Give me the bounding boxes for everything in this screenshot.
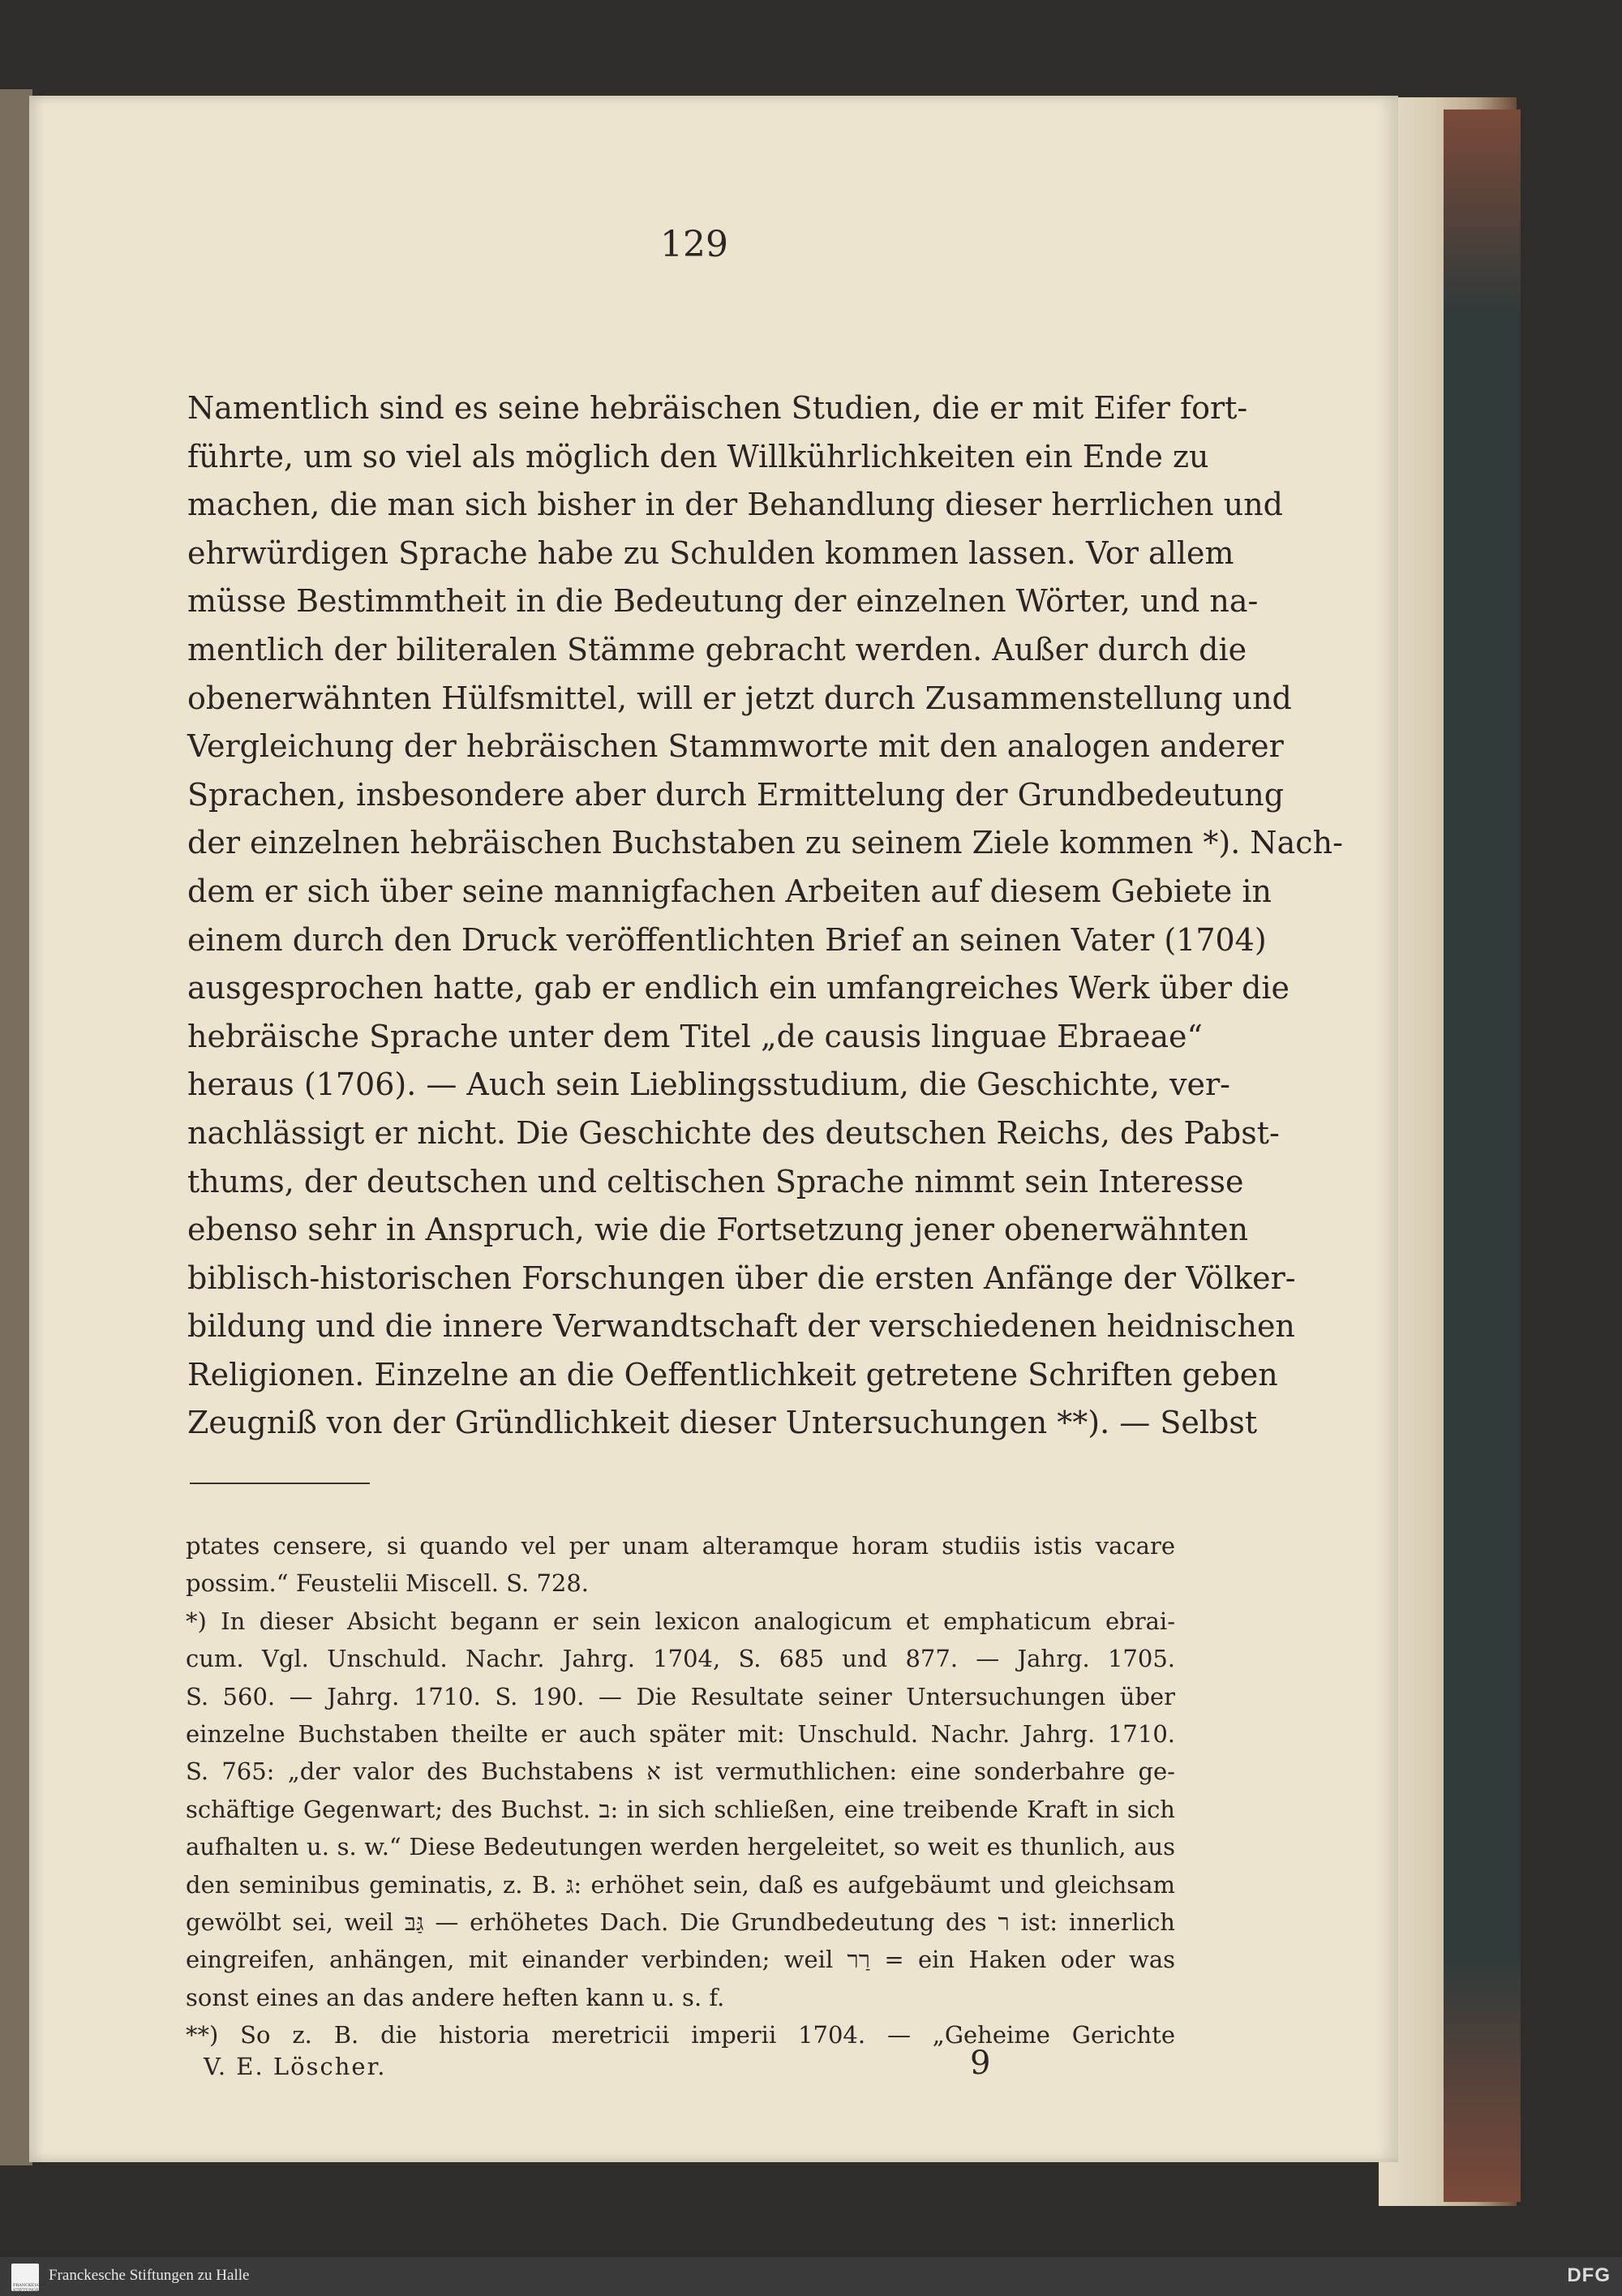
footnote-line: einzelne Buchstaben theilte er auch später mit: Unschuld. Nachr. Jahrg. 1710. (186, 1719, 1175, 1748)
footnote-line: eingreifen, anhängen, mit einander verbinden; weil רַר = ein Haken oder was (186, 1946, 1175, 1974)
book-page (29, 96, 1398, 2162)
text-line: bildung und die innere Verwandtschaft der verschiedenen heidnischen (187, 1308, 1295, 1345)
footnote-line: gewölbt sei, weil גַּבּ — erhöhetes Dach. Die Grundbedeutung des ר ist: innerlich (186, 1908, 1175, 1936)
footnote-line: S. 560. — Jahrg. 1710. S. 190. — Die Resultate seiner Untersuchungen über (186, 1682, 1175, 1710)
footnote-line: **) So z. B. die historia meretricii imperii 1704. — „Geheime Gerichte (186, 2021, 1175, 2049)
text-line: ausgesprochen hatte, gab er endlich ein umfangreiches Werk über die (187, 970, 1290, 1006)
footer-bar (0, 2257, 1622, 2296)
text-line: mentlich der biliteralen Stämme gebracht werden. Außer durch die (187, 631, 1247, 667)
institution-name[interactable]: Franckesche Stiftungen zu Halle (49, 2267, 250, 2284)
footnote-line: aufhalten u. s. w.“ Diese Bedeutungen werden hergeleitet, so weit es thunlich, aus (186, 1833, 1175, 1861)
book-cover-edge (1444, 109, 1521, 2202)
institution-logo[interactable] (11, 2264, 47, 2293)
footnote-line: cum. Vgl. Unschuld. Nachr. Jahrg. 1704, S. 685 und 877. — Jahrg. 1705. (186, 1645, 1175, 1673)
text-line: heraus (1706). — Auch sein Lieblingsstudium, die Geschichte, ver- (187, 1066, 1231, 1103)
text-line: führte, um so viel als möglich den Willkührlichkeiten ein Ende zu (187, 438, 1209, 474)
text-line: ehrwürdigen Sprache habe zu Schulden kommen lassen. Vor allem (187, 534, 1234, 571)
text-line: ebenso sehr in Anspruch, wie die Fortsetzung jener obenerwähnten (187, 1212, 1249, 1248)
text-line: thums, der deutschen und celtischen Sprache nimmt sein Interesse (187, 1163, 1244, 1199)
dfg-logo[interactable]: DFG (1567, 2264, 1611, 2286)
text-line: Sprachen, insbesondere aber durch Ermittelung der Grundbedeutung (187, 776, 1285, 813)
page-number: 129 (660, 224, 728, 265)
text-line: Vergleichung der hebräischen Stammworte mit den analogen anderer (187, 728, 1284, 765)
main-text (187, 384, 1343, 1448)
text-line: müsse Bestimmtheit in die Bedeutung der einzelnen Wörter, und na- (187, 583, 1259, 620)
text-line: einem durch den Druck veröffentlichten Brief an seinen Vater (1704) (187, 921, 1267, 958)
footnote-line: *) In dieser Absicht begann er sein lexicon analogicum et emphaticum ebrai- (186, 1607, 1175, 1635)
book-left-edge (0, 89, 32, 2165)
footnote-line: ptates censere, si quando vel per unam alteramque horam studiis istis vacare (186, 1532, 1175, 1560)
footnote-separator (190, 1483, 370, 1484)
sheet-signature-line (204, 2045, 1189, 2093)
text-line: dem er sich über seine mannigfachen Arbeiten auf diesem Gebiete in (187, 873, 1272, 909)
footnote-line: possim.“ Feustelii Miscell. S. 728. (186, 1569, 590, 1598)
institution-logo-text: FRANCKESCHE STIFTUNGEN (13, 2283, 47, 2293)
footnote-line: S. 765: „der valor des Buchstabens א ist vermuthlichen: eine sonderbahre ge- (186, 1757, 1175, 1786)
text-line: Namentlich sind es seine hebräischen Studien, die er mit Eifer fort- (187, 390, 1248, 426)
sheet-number: 9 (970, 2045, 991, 2082)
text-line: hebräische Sprache unter dem Titel „de causis linguae Ebraeae“ (187, 1018, 1203, 1054)
text-line: machen, die man sich bisher in der Behandlung dieser herrlichen und (187, 487, 1284, 523)
text-line: nachlässigt er nicht. Die Geschichte des deutschen Reichs, des Pabst- (187, 1114, 1280, 1151)
footnote-line: sonst eines an das andere heften kann u. s. f. (186, 1983, 725, 2011)
text-line: biblisch-historischen Forschungen über die ersten Anfänge der Völker- (187, 1260, 1296, 1296)
text-line: Religionen. Einzelne an die Oeffentlichkeit getretene Schriften geben (187, 1356, 1278, 1393)
text-line: Zeugniß von der Gründlichkeit dieser Untersuchungen **). — Selbst (187, 1405, 1258, 1441)
sheet-signature: V. E. Löscher. (204, 2053, 387, 2080)
footnotes (186, 1527, 1175, 2054)
text-line: obenerwähnten Hülfsmittel, will er jetzt durch Zusammenstellung und (187, 680, 1292, 716)
footnote-line: den seminibus geminatis, z. B. גּ: erhöhet sein, daß es aufgebäumt und gleichsam (186, 1870, 1175, 1899)
text-line: der einzelnen hebräischen Buchstaben zu seinem Ziele kommen *). Nach- (187, 825, 1343, 861)
footnote-line: schäftige Gegenwart; des Buchst. ב: in sich schließen, eine treibende Kraft in sich (186, 1795, 1175, 1823)
